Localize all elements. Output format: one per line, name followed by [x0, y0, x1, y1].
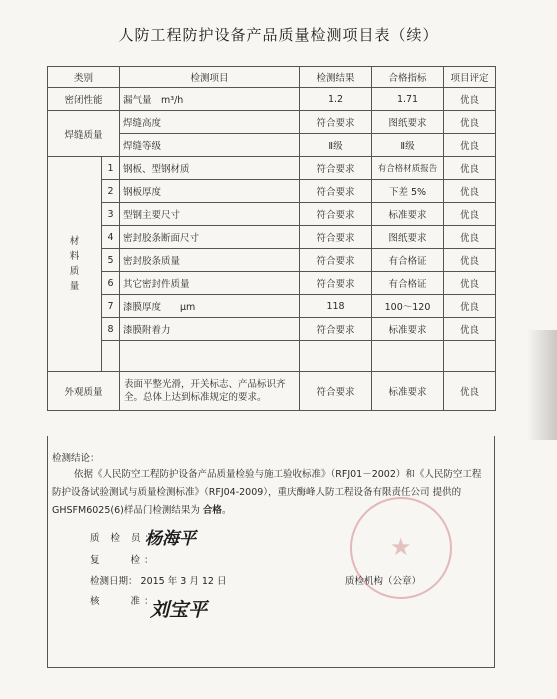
approver-signature: 刘宝平 [150, 599, 208, 621]
result-cell: 符合要求 [300, 157, 372, 180]
item-cell: 钢板、型钢材质 [120, 157, 300, 180]
category-cell: 外观质量 [48, 372, 120, 411]
reviewer-row [90, 552, 158, 566]
category-cell: 焊缝质量 [48, 111, 120, 157]
date-label: 检测日期： [90, 576, 138, 587]
item-cell: 表面平整光滑，开关标志、产品标识齐全。总体上达到标准规定的要求。 [120, 372, 300, 411]
standard-cell: 下差 5% [372, 180, 444, 203]
result-cell: 1.2 [300, 88, 372, 111]
result-cell: 符合要求 [300, 226, 372, 249]
table-row [48, 341, 496, 372]
standard-cell: 标准要求 [372, 372, 444, 411]
table-row [48, 249, 496, 272]
rating-cell: 优良 [444, 134, 496, 157]
header-category: 类别 [48, 67, 120, 88]
inspection-table [47, 66, 496, 411]
rating-cell: 优良 [444, 111, 496, 134]
category-cell: 密闭性能 [48, 88, 120, 111]
table-row [48, 157, 496, 180]
result-cell: 符合要求 [300, 180, 372, 203]
result-cell: 符合要求 [300, 318, 372, 341]
standard-cell: 100～120 [372, 295, 444, 318]
result-cell: 符合要求 [300, 203, 372, 226]
header-row [48, 67, 496, 88]
table-row [48, 226, 496, 249]
number-cell [102, 341, 120, 372]
item-cell: 其它密封件质量 [120, 272, 300, 295]
number-cell: 8 [102, 318, 120, 341]
table-row [48, 88, 496, 111]
standard-cell: 图纸要求 [372, 226, 444, 249]
rating-cell: 优良 [444, 180, 496, 203]
date-value: 2015 年 3 月 12 日 [140, 576, 227, 587]
item-cell: 漆膜厚度 μm [120, 295, 300, 318]
number-cell: 2 [102, 180, 120, 203]
table-row [48, 203, 496, 226]
table-row [48, 372, 496, 411]
table-row [48, 318, 496, 341]
standard-cell: 图纸要求 [372, 111, 444, 134]
result-cell [300, 341, 372, 372]
standard-cell [372, 341, 444, 372]
scan-shadow [527, 330, 557, 440]
standard-cell: 标准要求 [372, 318, 444, 341]
header-standard: 合格指标 [372, 67, 444, 88]
number-cell: 5 [102, 249, 120, 272]
result-cell: Ⅱ级 [300, 134, 372, 157]
result-cell: 符合要求 [300, 249, 372, 272]
header-rating: 项目评定 [444, 67, 496, 88]
standard-cell: 标准要求 [372, 203, 444, 226]
reviewer-label: 复 检： [90, 555, 158, 566]
approver-row [90, 593, 158, 607]
item-cell: 焊缝高度 [120, 111, 300, 134]
table-row [48, 295, 496, 318]
official-seal [350, 497, 452, 599]
rating-cell: 优良 [444, 88, 496, 111]
result-cell: 符合要求 [300, 272, 372, 295]
item-cell [120, 341, 300, 372]
table-row [48, 272, 496, 295]
result-cell: 符合要求 [300, 372, 372, 411]
rating-cell: 优良 [444, 226, 496, 249]
result-cell: 118 [300, 295, 372, 318]
seal-star-icon: ★ [390, 533, 412, 561]
item-cell: 型钢主要尺寸 [120, 203, 300, 226]
standard-cell: 有合格材质报告 [372, 157, 444, 180]
item-cell: 密封胶条质量 [120, 249, 300, 272]
rating-cell: 优良 [444, 249, 496, 272]
item-cell: 密封胶条断面尺寸 [120, 226, 300, 249]
rating-cell: 优良 [444, 203, 496, 226]
standard-cell: 有合格证 [372, 272, 444, 295]
standard-cell: 有合格证 [372, 249, 444, 272]
rating-cell [444, 341, 496, 372]
rating-cell: 优良 [444, 372, 496, 411]
org-seal-label: 质检机构（公章） [345, 576, 422, 587]
result-cell: 符合要求 [300, 111, 372, 134]
number-cell: 3 [102, 203, 120, 226]
number-cell: 1 [102, 157, 120, 180]
inspector-label: 质 检 员： [90, 533, 159, 544]
item-cell: 钢板厚度 [120, 180, 300, 203]
table-row [48, 111, 496, 134]
standard-cell: Ⅱ级 [372, 134, 444, 157]
number-cell: 6 [102, 272, 120, 295]
rating-cell: 优良 [444, 318, 496, 341]
rating-cell: 优良 [444, 272, 496, 295]
inspector-signature: 杨海平 [145, 529, 196, 549]
header-item: 检测项目 [120, 67, 300, 88]
item-cell: 漏气量 m³/h [120, 88, 300, 111]
document-title: 人防工程防护设备产品质量检测项目表（续） [118, 26, 439, 44]
category-cell-material: 材 料 质 量 [48, 157, 102, 372]
number-cell: 7 [102, 295, 120, 318]
header-result: 检测结果 [300, 67, 372, 88]
conclusion-label: 检测结论： [52, 453, 100, 464]
number-cell: 4 [102, 226, 120, 249]
rating-cell: 优良 [444, 295, 496, 318]
item-cell: 焊缝等级 [120, 134, 300, 157]
table-row [48, 180, 496, 203]
date-row [90, 573, 226, 587]
standard-cell: 1.71 [372, 88, 444, 111]
item-cell: 漆膜附着力 [120, 318, 300, 341]
rating-cell: 优良 [444, 157, 496, 180]
verdict: 合格 [202, 505, 222, 516]
conclusion-text: 依据《人民防空工程防护设备产品质量检验与施工验收标准》（RFJ01－2002）和《人民防空工程防护设备试验测试与质量检测标准》（RFJ04-2009），重庆酶峰人防工程设备有限责任公司 提供的 GHSFM6025(6)样品门检测结果为 合格。 [52, 469, 482, 516]
approver-label: 核 准： [90, 596, 158, 607]
